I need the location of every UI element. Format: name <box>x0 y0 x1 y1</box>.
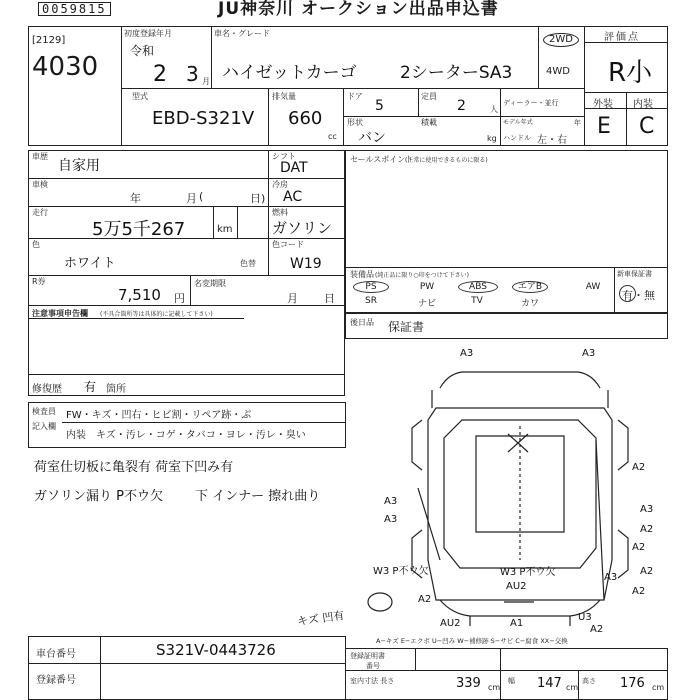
damage-label-7: A2 <box>632 542 646 553</box>
repair-trace: 箇所 <box>106 384 126 395</box>
damage-label-14: AU2 <box>440 618 461 629</box>
aircon-value: AC <box>283 189 303 205</box>
usage-label: 車歴 <box>32 152 48 161</box>
damage-label-19: A3 <box>604 572 618 583</box>
sales-point-label: セールスポイント <box>350 155 414 164</box>
body-value: バン <box>358 130 386 146</box>
equip-abs[interactable]: ABS <box>458 281 498 293</box>
repair-label: 修復歴 <box>32 384 62 395</box>
fuel-value: ガソリン <box>272 219 333 237</box>
reg-cert-number-label: 番号 <box>366 662 380 670</box>
aircon-label: 冷房 <box>272 180 288 189</box>
damage-label-2: A3 <box>582 348 596 359</box>
accessories-value: 保証書 <box>388 320 425 334</box>
equip-leather[interactable]: カワ <box>520 299 539 309</box>
displacement-unit: cc <box>328 132 337 141</box>
bottom-right-frame <box>345 648 668 700</box>
damage-label-1: A3 <box>460 348 474 359</box>
damage-label-13: AU2 <box>506 581 527 592</box>
handle-options: 左・右 <box>537 135 567 146</box>
lot-code: [2129] <box>32 35 66 46</box>
registration-era: 令和 <box>130 44 155 58</box>
name-change-label: 名変期限 <box>194 279 226 288</box>
chassis-label: 車台番号 <box>36 649 76 660</box>
inspector-exterior-row: FW・キズ・凹右・ヒビ割・リペア跡・ぶ <box>66 410 252 421</box>
doors-label: ドア <box>347 92 363 101</box>
inspector-interior-row: キズ・汚レ・コゲ・タバコ・ヨレ・汚レ・臭い <box>96 430 306 441</box>
shift-label: シフト <box>272 152 296 161</box>
lot-number: 4030 <box>32 52 99 82</box>
exterior-grade: E <box>597 114 611 139</box>
sales-point-sublabel: (正常に使用できるものに限る) <box>405 157 488 164</box>
dealer-label: ディーラー・並行 <box>503 99 559 107</box>
inspector-label-2: 記入欄 <box>32 422 56 431</box>
damage-label-15: A1 <box>510 618 524 629</box>
capacity-unit: 人 <box>490 105 498 114</box>
notes-sublabel: (不具合箇所等は具体的に記載して下さい) <box>100 311 213 318</box>
accessories-label: 後日品 <box>350 318 374 327</box>
registration-month-unit: 月 <box>202 77 210 86</box>
equip-airbag[interactable]: エアB <box>512 281 548 293</box>
usage-value: 自家用 <box>58 158 100 174</box>
body-label: 形状 <box>347 118 363 127</box>
shift-value: DAT <box>280 160 308 176</box>
height-label: 高さ <box>582 677 596 685</box>
length-unit: cm <box>488 683 501 692</box>
notes-label: 注意事項申告欄 <box>32 309 88 318</box>
registration-year: 2 <box>153 62 167 87</box>
inspection-year: 年 <box>130 192 141 205</box>
registration-label: 初度登録年月 <box>124 29 172 38</box>
equip-pw[interactable]: PW <box>419 282 435 292</box>
damage-label-12: W3 P不ウ欠 <box>500 567 556 578</box>
equipment-label: 装備品 <box>350 270 374 279</box>
chassis-value: S321V-0443726 <box>156 641 276 659</box>
registration-month: 3 <box>186 62 199 86</box>
damage-label-17: A2 <box>640 566 654 577</box>
width-label: 幅 <box>508 677 515 685</box>
capacity-label: 定員 <box>421 92 437 101</box>
note-line-1: 荷室仕切板に亀裂有 荷室下凹み有 <box>34 460 234 475</box>
damage-label-3: A2 <box>632 462 646 473</box>
warranty-label: 新車保証書 <box>617 270 652 278</box>
name-change-day: 日 <box>324 292 335 305</box>
model-label: 型式 <box>132 92 148 101</box>
model-year-label: モデル年式 <box>503 119 533 126</box>
length-label: 室内寸法 長さ <box>350 677 395 685</box>
repair-value: 有 <box>84 380 97 394</box>
doors-value: 5 <box>375 98 384 114</box>
inspection-label: 車検 <box>32 180 48 189</box>
displacement-value: 660 <box>288 108 323 129</box>
length-value: 339 <box>456 676 481 691</box>
color-code-label: 色コード <box>272 240 304 249</box>
damage-label-9: A2 <box>590 624 604 635</box>
load-label: 積載 <box>421 118 437 127</box>
serial-number: 0059815 <box>38 2 111 16</box>
car-name: ハイゼットカーゴ <box>222 63 357 83</box>
height-value: 176 <box>620 676 645 691</box>
equipment-sublabel: (純正品に限り○印をつけて下さい) <box>375 272 469 279</box>
model-year-unit: 年 <box>574 119 581 127</box>
interior-grade: C <box>639 114 655 139</box>
damage-label-8: A2 <box>418 594 432 605</box>
handle-label: ハンドル <box>503 134 531 142</box>
inspection-day: 日) <box>250 192 266 205</box>
car-name-label: 車名・グレード <box>214 29 270 38</box>
displacement-label: 排気量 <box>272 92 296 101</box>
equip-tv[interactable]: TV <box>471 296 483 306</box>
mileage-label: 走行 <box>32 208 48 217</box>
damage-label-5: A3 <box>384 514 398 525</box>
name-change-month: 月 <box>287 292 298 305</box>
form-title: JU神奈川 オークション出品申込書 <box>218 0 499 19</box>
color-code: W19 <box>290 256 322 272</box>
damage-label-4: A3 <box>384 496 398 507</box>
drive-2wd[interactable]: 2WD <box>543 33 579 47</box>
height-unit: cm <box>652 683 665 692</box>
color-value: ホワイト <box>64 256 116 271</box>
reg-cert-label: 登録証明書 <box>350 652 385 660</box>
drive-4wd[interactable]: 4WD <box>546 66 570 77</box>
exterior-label: 外装 <box>593 99 613 110</box>
warranty-value: 有・無 <box>622 289 655 302</box>
inspector-interior-label: 内装 <box>66 430 86 441</box>
mileage-value: 5万5千267 <box>92 219 186 240</box>
note-line-3: 下 インナー 擦れ曲り <box>195 489 321 504</box>
note-line-2: ガソリン漏り P不ウ欠 <box>34 489 163 504</box>
width-value: 147 <box>537 676 562 691</box>
width-unit: cm <box>566 683 579 692</box>
damage-label-16: U3 <box>578 612 592 623</box>
model-value: EBD-S321V <box>152 108 255 129</box>
inspection-open: ( <box>199 190 204 203</box>
damage-label-18: A3 <box>640 504 654 515</box>
inspector-label: 検査員 <box>32 407 56 416</box>
car-grade: 2シーターSA3 <box>400 63 513 83</box>
equip-aw[interactable]: AW <box>585 282 601 292</box>
interior-label: 内装 <box>633 99 653 110</box>
damage-legend: A−キズ E−エクボ U−凹み W−補修跡 S−サビ C−腐食 XX−交換 <box>376 637 568 645</box>
recycle-unit: 円 <box>174 292 185 305</box>
damage-label-6: A2 <box>640 524 654 535</box>
recycle-value: 7,510 <box>118 286 161 304</box>
equip-ps[interactable]: PS <box>353 281 389 293</box>
reg-number-label: 登録番号 <box>36 675 76 686</box>
load-unit: kg <box>487 134 497 143</box>
recycle-label: R券 <box>32 277 46 286</box>
equip-navi[interactable]: ナビ <box>417 299 436 309</box>
color-change-label: 色替 <box>240 259 256 268</box>
damage-label-10: A2 <box>632 586 646 597</box>
inspection-month: 月 <box>186 192 197 205</box>
damage-label-11: W3 P不ウ欠 <box>373 566 429 577</box>
grade-score: R小 <box>608 58 653 88</box>
grade-title: 評価点 <box>604 32 640 43</box>
note-stamp: キズ 凹有 <box>296 608 346 629</box>
fuel-label: 燃料 <box>272 208 288 217</box>
mileage-unit: km <box>217 224 233 235</box>
equip-sr[interactable]: SR <box>365 296 377 306</box>
color-label: 色 <box>32 240 40 249</box>
capacity-value: 2 <box>457 98 466 114</box>
